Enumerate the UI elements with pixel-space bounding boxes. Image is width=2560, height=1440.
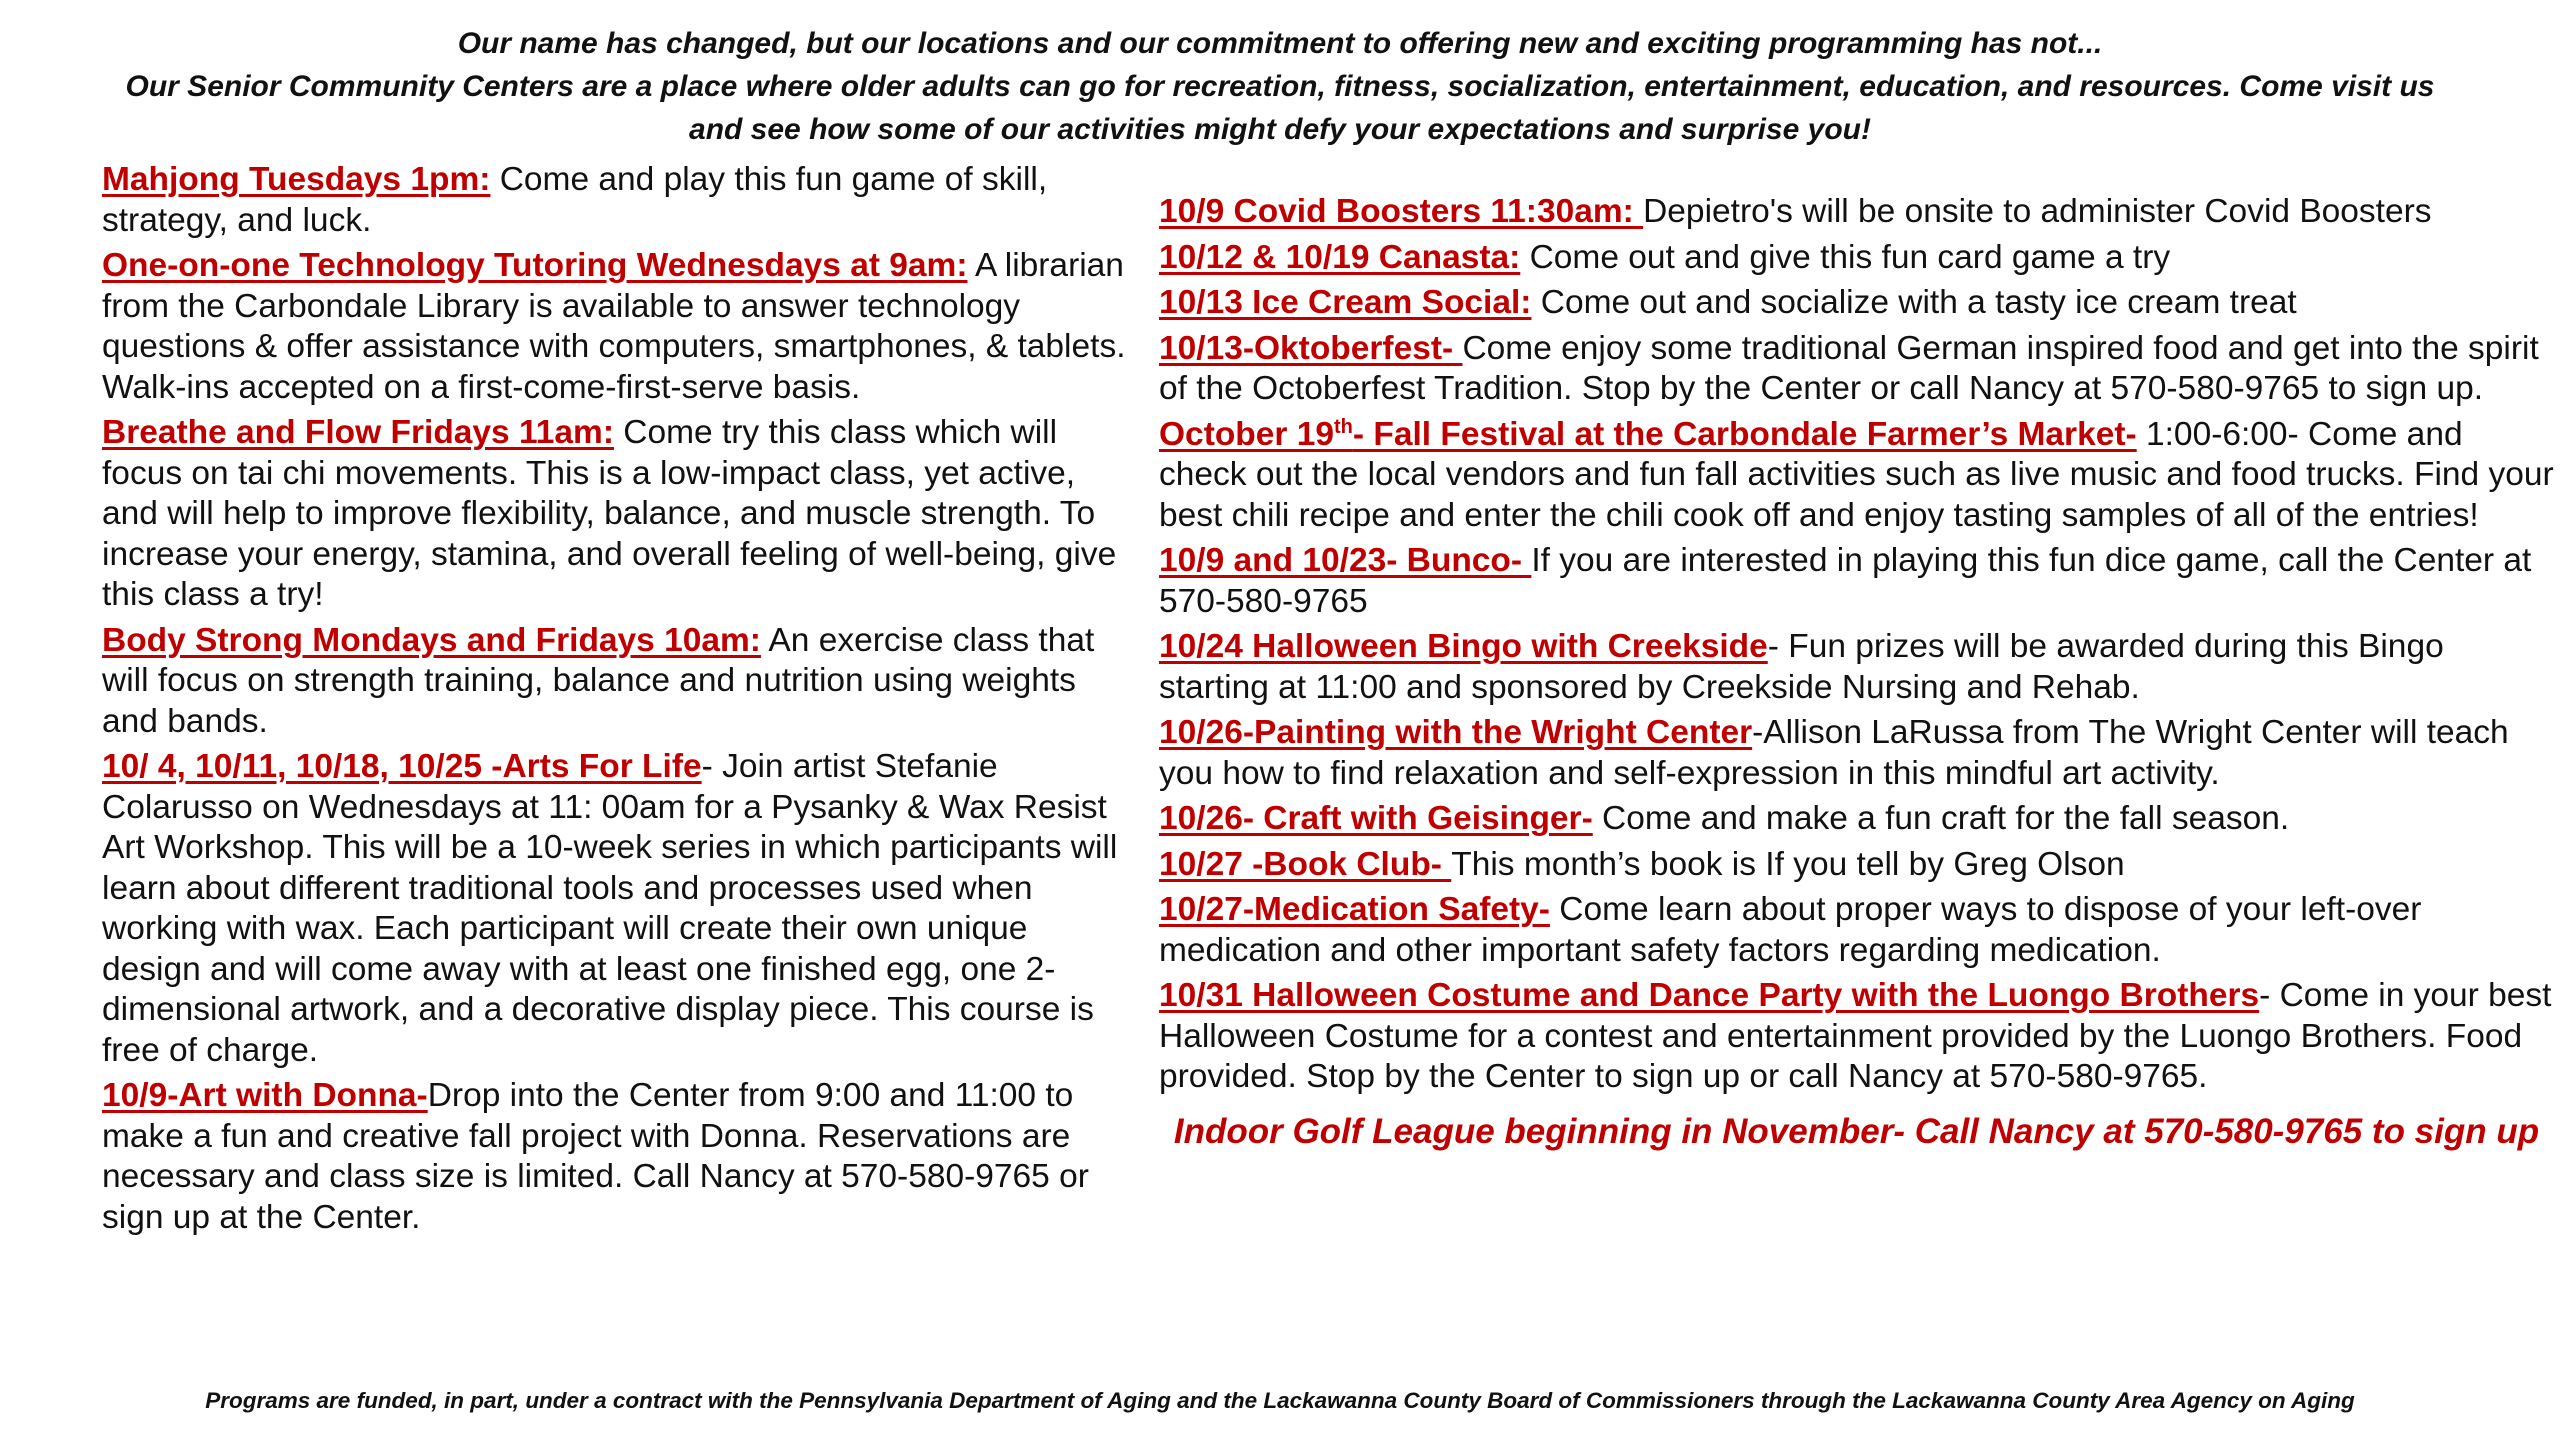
event-craft-geisinger xyxy=(1159,799,2554,840)
right-column xyxy=(1159,192,2554,1153)
event-fall-festival xyxy=(1159,415,2554,537)
intro-line-1: Our name has changed, but our locations and our commitment to offering new and exciting programming has not... xyxy=(457,27,2103,60)
event-heading-title: - Fall Festival at the Carbondale Farmer’s Market- xyxy=(1352,415,2137,453)
event-description: Come enjoy some traditional German inspired food and get into the spirit of the Octoberfest Tradition. Stop by the Center or call Nancy at 570-580-9765 to sign up. xyxy=(1159,329,2539,407)
event-heading: 10/12 & 10/19 Canasta: xyxy=(1159,238,1521,276)
event-painting-wright-center xyxy=(1159,713,2554,794)
event-description: Come and play this fun game of skill, strategy, and luck. xyxy=(102,161,1048,239)
event-description: A librarian from the Carbondale Library is available to answer technology questions & offer assistance with computers, smartphones, & tablets. Walk-ins accepted on a first-come-first-serve basis. xyxy=(102,247,1126,406)
event-description: 1:00-6:00- Come and check out the local vendors and fun fall activities such as live music and food trucks. Find your best chili recipe and enter the chili cook off and enjoy tasting samples of all of the entries! xyxy=(1159,415,2554,534)
event-bunco xyxy=(1159,541,2554,622)
ordinal-suffix: th xyxy=(1334,415,1353,438)
event-description: -Allison LaRussa from The Wright Center will teach you how to find relaxation and self-expression in this mindful art activity. xyxy=(1159,714,2509,792)
event-body-strong xyxy=(102,621,1132,743)
event-breathe-and-flow xyxy=(102,413,1132,616)
event-ice-cream-social xyxy=(1159,283,2554,324)
event-heading: 10/9-Art with Donna- xyxy=(102,1077,428,1114)
event-canasta xyxy=(1159,238,2554,279)
event-heading xyxy=(1159,416,2137,453)
event-heading: 10/27 -Book Club- xyxy=(1159,845,1452,883)
event-halloween-bingo xyxy=(1159,627,2554,708)
event-heading: 10/9 Covid Boosters 11:30am: xyxy=(1159,193,1644,230)
event-description: Come and make a fun craft for the fall season. xyxy=(1592,800,2290,837)
event-heading: 10/13 Ice Cream Social: xyxy=(1159,284,1532,321)
event-covid-boosters xyxy=(1159,192,2554,233)
event-heading: Breathe and Flow Fridays 11am: xyxy=(102,414,614,451)
event-description: If you are interested in playing this fun dice game, call the Center at 570-580-9765 xyxy=(1159,542,2532,620)
event-heading: 10/26- Craft with Geisinger- xyxy=(1159,800,1593,837)
golf-league-callout: Indoor Golf League beginning in November- Call Nancy at 570-580-9765 to sign up xyxy=(1173,1111,2540,1151)
event-heading: 10/ 4, 10/11, 10/18, 10/25 -Arts For Life xyxy=(102,748,702,785)
event-description: - Join artist Stefanie Colarusso on Wednesdays at 11: 00am for a Pysanky & Wax Resist Art Workshop. This will be a 10-week series in which participants will learn about different traditional tools and processes used when working with wax. Each participant will create their own unique design and will come away with at least one finished egg, one 2-dimensional artwork, and a decorative display piece. This course is free of charge. xyxy=(102,748,1118,1069)
left-column xyxy=(102,160,1132,1243)
event-arts-for-life xyxy=(102,747,1132,1071)
event-halloween-costume-party xyxy=(1159,976,2554,1098)
event-oktoberfest xyxy=(1159,329,2554,410)
event-medication-safety xyxy=(1159,890,2554,971)
event-description: Come out and socialize with a tasty ice cream treat xyxy=(1531,284,2297,321)
event-description: An exercise class that will focus on strength training, balance and nutrition using weights and bands. xyxy=(102,621,1095,740)
event-heading: 10/9 and 10/23- Bunco- xyxy=(1159,542,1532,579)
event-book-club xyxy=(1159,845,2554,886)
intro-line-2: Our Senior Community Centers are a place where older adults can go for recreation, fitness, socialization, entertainment, education, and resources. Come visit us and see how some of our activities might defy your expectations and surprise you! xyxy=(125,70,2435,146)
event-heading: 10/24 Halloween Bingo with Creekside xyxy=(1159,628,1768,665)
event-heading: 10/31 Halloween Costume and Dance Party with the Luongo Brothers xyxy=(1159,977,2260,1014)
event-art-with-donna xyxy=(102,1076,1132,1238)
intro-block xyxy=(95,22,2465,151)
event-heading: 10/13-Oktoberfest- xyxy=(1159,329,1463,367)
event-description: Come try this class which will focus on tai chi movements. This is a low-impact class, yet active, and will help to improve flexibility, balance, and muscle strength. To increase your energy, stamina, and overall feeling of well-being, give this class a try! xyxy=(102,414,1117,613)
event-description: - Come in your best Halloween Costume for a contest and entertainment provided by the Luongo Brothers. Food provided. Stop by the Center to sign up or call Nancy at 570-580-9765. xyxy=(1159,977,2552,1095)
event-heading: One-on-one Technology Tutoring Wednesdays at 9am: xyxy=(102,247,968,284)
event-description: Drop into the Center from 9:00 and 11:00 to make a fun and creative fall project with Donna. Reservations are necessary and class size is limited. Call Nancy at 570-580-9765 or sign up at the Center. xyxy=(102,1077,1089,1236)
event-description: Come learn about proper ways to dispose of your left-over medication and other important safety factors regarding medication. xyxy=(1159,891,2422,969)
event-description: - Fun prizes will be awarded during this Bingo starting at 11:00 and sponsored by Creekside Nursing and Rehab. xyxy=(1159,628,2444,706)
event-heading-date: October 19 xyxy=(1159,415,1335,453)
event-mahjong xyxy=(102,160,1132,241)
event-heading: 10/26-Painting with the Wright Center xyxy=(1159,714,1753,751)
event-description: Come out and give this fun card game a try xyxy=(1520,238,2171,276)
event-technology-tutoring xyxy=(102,246,1132,408)
funding-footer: Programs are funded, in part, under a contract with the Pennsylvania Department of Aging and the Lackawanna County Board of Commissioners through the Lackawanna County Area Agency on Aging xyxy=(205,1388,2355,1413)
event-heading: Body Strong Mondays and Fridays 10am: xyxy=(102,621,761,659)
event-description: This month’s book is If you tell by Greg Olson xyxy=(1451,845,2125,883)
event-description: Depietro's will be onsite to administer Covid Boosters xyxy=(1643,193,2432,230)
event-heading: 10/27-Medication Safety- xyxy=(1159,891,1550,928)
event-heading: Mahjong Tuesdays 1pm: xyxy=(102,161,491,198)
